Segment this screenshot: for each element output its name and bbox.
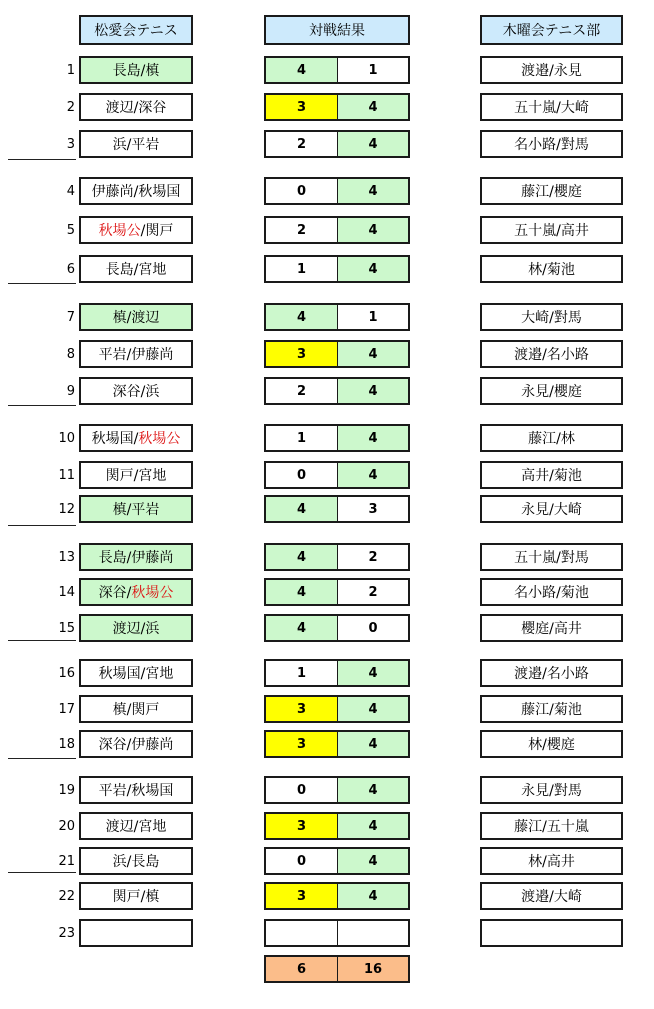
right-pair: 藤江/菊池	[480, 695, 623, 723]
left-pair	[79, 303, 193, 331]
right-pair: 五十嵐/高井	[480, 216, 623, 244]
match-number: 18	[58, 737, 75, 752]
match-number: 1	[66, 63, 75, 78]
left-score: 4	[264, 495, 338, 523]
right-score: 4	[337, 377, 410, 405]
right-score: 4	[337, 461, 410, 489]
left-pair-part: 深谷/伊藤尚	[98, 737, 174, 753]
right-pair: 五十嵐/對馬	[480, 543, 623, 571]
right-score: 4	[337, 130, 410, 158]
left-pair-part: 秋場国/	[91, 431, 139, 447]
left-pair-part: 槙/渡辺	[112, 310, 160, 326]
right-pair: 名小路/菊池	[480, 578, 623, 606]
left-pair-part: 伊藤尚/秋場国	[91, 184, 181, 200]
right-pair: 藤江/櫻庭	[480, 177, 623, 205]
left-pair	[79, 255, 193, 283]
right-pair: 永見/櫻庭	[480, 377, 623, 405]
match-number: 22	[58, 889, 75, 904]
match-number: 7	[66, 310, 75, 325]
left-score: 2	[264, 377, 338, 405]
left-pair-part: 秋場公	[98, 223, 141, 239]
left-score: 1	[264, 424, 338, 452]
left-score: 4	[264, 303, 338, 331]
left-pair-part: 長島/宮地	[105, 262, 167, 278]
match-number: 9	[66, 384, 75, 399]
total-right: 16	[337, 955, 410, 983]
match-number: 16	[58, 666, 75, 681]
right-pair: 藤江/林	[480, 424, 623, 452]
right-pair: 櫻庭/高井	[480, 614, 623, 642]
left-pair-part: 長島/伊藤尚	[98, 550, 174, 566]
left-score: 3	[264, 695, 338, 723]
match-number: 3	[66, 137, 75, 152]
match-number: 21	[58, 854, 75, 869]
left-pair	[79, 56, 193, 84]
right-score: 4	[337, 882, 410, 910]
match-number: 11	[58, 468, 75, 483]
left-score	[264, 919, 338, 947]
left-score: 4	[264, 578, 338, 606]
left-pair-part: 秋場公	[138, 431, 181, 447]
left-pair	[79, 424, 193, 452]
right-pair: 渡邉/永見	[480, 56, 623, 84]
left-pair-part: 深谷/	[98, 585, 132, 601]
left-pair	[79, 847, 193, 875]
right-score: 2	[337, 543, 410, 571]
left-score: 0	[264, 177, 338, 205]
group-separator	[8, 758, 76, 759]
right-score: 4	[337, 340, 410, 368]
left-pair	[79, 377, 193, 405]
right-score: 4	[337, 812, 410, 840]
right-pair: 林/高井	[480, 847, 623, 875]
left-pair	[79, 659, 193, 687]
right-pair: 渡邉/名小路	[480, 340, 623, 368]
left-pair	[79, 177, 193, 205]
left-pair-part: /関戸	[140, 223, 174, 239]
left-pair-part: 槙/平岩	[112, 502, 160, 518]
left-pair-part: 渡辺/宮地	[105, 819, 167, 835]
left-pair	[79, 340, 193, 368]
match-number: 14	[58, 585, 75, 600]
left-score: 3	[264, 93, 338, 121]
left-pair	[79, 730, 193, 758]
group-separator	[8, 159, 76, 160]
left-pair	[79, 93, 193, 121]
right-pair: 林/櫻庭	[480, 730, 623, 758]
left-pair	[79, 919, 193, 947]
match-number: 2	[66, 100, 75, 115]
left-pair-part: 関戸/槙	[112, 889, 160, 905]
left-pair-part: 渡辺/浜	[112, 621, 160, 637]
left-pair	[79, 776, 193, 804]
left-pair-part: 平岩/秋場国	[98, 783, 174, 799]
left-pair	[79, 130, 193, 158]
right-pair	[480, 919, 623, 947]
match-number: 4	[66, 184, 75, 199]
left-pair-part: 浜/長島	[112, 854, 160, 870]
match-number: 6	[66, 262, 75, 277]
left-pair-part: 長島/槙	[112, 63, 160, 79]
match-number: 5	[66, 223, 75, 238]
group-separator	[8, 640, 76, 641]
right-score: 2	[337, 578, 410, 606]
left-score: 1	[264, 659, 338, 687]
right-score: 4	[337, 776, 410, 804]
group-separator	[8, 872, 76, 873]
match-number: 20	[58, 819, 75, 834]
match-number: 23	[58, 926, 75, 941]
left-score: 3	[264, 882, 338, 910]
right-score	[337, 919, 410, 947]
group-separator	[8, 283, 76, 284]
left-pair	[79, 216, 193, 244]
group-separator	[8, 525, 76, 526]
left-pair-part: 渡辺/深谷	[105, 100, 167, 116]
right-pair: 五十嵐/大崎	[480, 93, 623, 121]
left-pair	[79, 578, 193, 606]
right-score: 4	[337, 847, 410, 875]
left-pair	[79, 695, 193, 723]
left-pair-part: 平岩/伊藤尚	[98, 347, 174, 363]
left-score: 0	[264, 461, 338, 489]
match-number: 15	[58, 621, 75, 636]
right-pair: 名小路/對馬	[480, 130, 623, 158]
header-center: 対戦結果	[264, 15, 410, 45]
left-pair-part: 関戸/宮地	[105, 468, 167, 484]
right-score: 4	[337, 93, 410, 121]
left-pair-part: 浜/平岩	[112, 137, 160, 153]
left-pair-part: 秋場公	[131, 585, 174, 601]
right-score: 3	[337, 495, 410, 523]
right-pair: 藤江/五十嵐	[480, 812, 623, 840]
left-score: 4	[264, 614, 338, 642]
left-pair	[79, 882, 193, 910]
left-score: 0	[264, 847, 338, 875]
right-score: 4	[337, 255, 410, 283]
right-score: 1	[337, 56, 410, 84]
match-number: 12	[58, 502, 75, 517]
right-pair: 渡邉/名小路	[480, 659, 623, 687]
right-pair: 永見/大崎	[480, 495, 623, 523]
right-pair: 高井/菊池	[480, 461, 623, 489]
header-right: 木曜会テニス部	[480, 15, 623, 45]
header-left: 松愛会テニス	[79, 15, 193, 45]
right-pair: 大崎/對馬	[480, 303, 623, 331]
left-score: 3	[264, 812, 338, 840]
match-number: 17	[58, 702, 75, 717]
left-pair	[79, 461, 193, 489]
right-pair: 永見/對馬	[480, 776, 623, 804]
match-number: 19	[58, 783, 75, 798]
left-pair	[79, 495, 193, 523]
match-number: 10	[58, 431, 75, 446]
total-left: 6	[264, 955, 338, 983]
right-score: 4	[337, 730, 410, 758]
right-score: 0	[337, 614, 410, 642]
left-score: 1	[264, 255, 338, 283]
right-pair: 渡邉/大崎	[480, 882, 623, 910]
match-number: 13	[58, 550, 75, 565]
left-pair	[79, 614, 193, 642]
left-score: 3	[264, 340, 338, 368]
right-pair: 林/菊池	[480, 255, 623, 283]
left-pair	[79, 812, 193, 840]
left-score: 4	[264, 56, 338, 84]
left-score: 3	[264, 730, 338, 758]
left-pair-part: 槙/関戸	[112, 702, 160, 718]
left-score: 0	[264, 776, 338, 804]
left-score: 4	[264, 543, 338, 571]
left-pair-part: 深谷/浜	[112, 384, 160, 400]
left-pair-part: 秋場国/宮地	[98, 666, 174, 682]
right-score: 4	[337, 424, 410, 452]
match-number: 8	[66, 347, 75, 362]
right-score: 4	[337, 659, 410, 687]
right-score: 4	[337, 216, 410, 244]
left-score: 2	[264, 216, 338, 244]
right-score: 1	[337, 303, 410, 331]
left-pair	[79, 543, 193, 571]
right-score: 4	[337, 695, 410, 723]
right-score: 4	[337, 177, 410, 205]
group-separator	[8, 405, 76, 406]
left-score: 2	[264, 130, 338, 158]
